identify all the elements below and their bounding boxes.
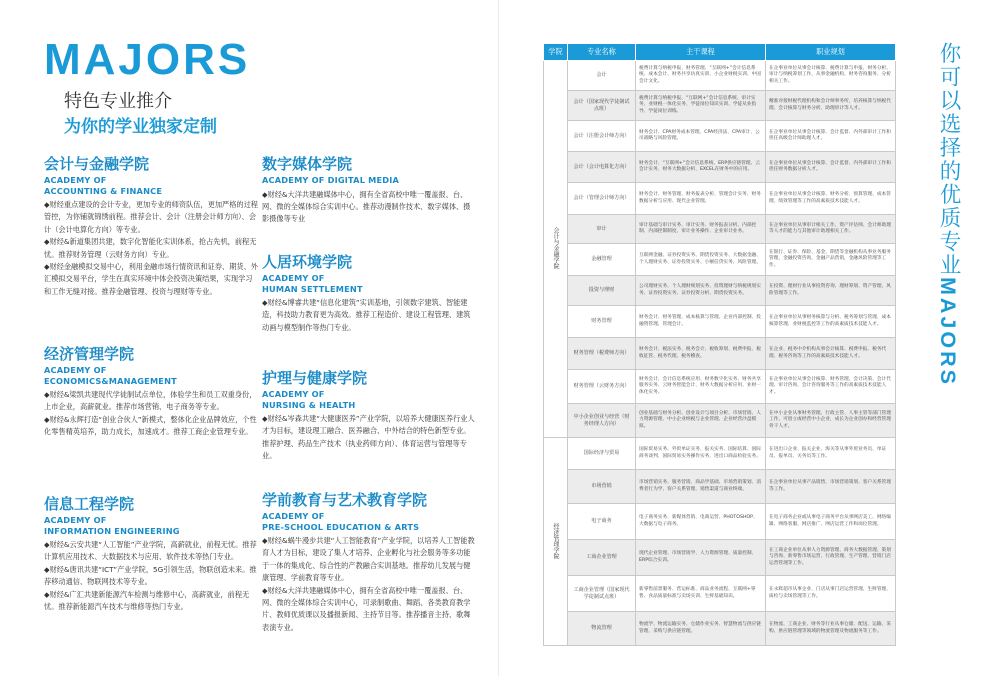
major-name: 电子商务: [568, 504, 636, 540]
career-cell: 在电子商务企业或从事电子商务平台从事网店美工、网络编辑、网络客服、网店推广、网店运营工作和岗位管理。: [766, 504, 896, 540]
courses-cell: 财务会计、财务管理、成本核算与管理、企业内部控制、投融资管理、管理会计。: [636, 306, 766, 338]
college-description: ◆财经&大洋共建融媒体中心，拥有全省高校中唯一覆盖报、台、网、微的全媒体综合实训中心。推荐动漫制作技术、数字媒体、摄影摄像等专业: [262, 189, 471, 224]
table-row: [544, 152, 896, 183]
major-name: 审计: [568, 215, 636, 244]
career-cell: 在工商企业单位从事人力资源管理、商务大数据管理、策划与咨询、新零售市场运营、行政管理、生产管理、营销门店运营管理等工作。: [766, 540, 896, 576]
table-row: [544, 215, 896, 244]
courses-cell: 现代企业管理、市场营销学、人力资源管理、质量控制、ERP综合实训。: [636, 540, 766, 576]
courses-cell: 财务会计、“互联网+”会计信息系统、ERP供应链管理、云会计实务、财务大数据分析、EXCEL在财务中的应用。: [636, 152, 766, 183]
courses-cell: 财务会计、税法实务、税务会计、税收筹划、税费申报、税收征管、税务代理、税务稽查。: [636, 338, 766, 370]
college-description: ◆财经&梁凯共建现代学徒制试点单位，体验学生和员工双重身份，上市企业，高薪就业。推荐市场营销、电子商务等专业。 ◆财经&永辉打造“创业合伙人”新模式，整体化企业品牌效应，个性化零售精英培养，助力成长，加速成才。推荐工商企业管理专业。: [44, 390, 257, 437]
header-college: 学院: [544, 44, 568, 61]
majors-title: MAJORS: [44, 35, 251, 84]
table-row: [544, 91, 896, 121]
college-en-name: ACADEMY OF PRE-SCHOOL EDUCATION & ARTS: [262, 511, 420, 532]
career-cell: 在银行、证券、保险、基金、期货等金融机构从事业务服务管理，金融投资咨询，金融产品营销，金融风险管理等工作。: [766, 244, 896, 276]
college-en-name: ACADEMY OF HUMAN SETTLEMENT: [262, 273, 363, 294]
major-name: 国际经济与贸易: [568, 438, 636, 470]
career-cell: 在中小企业从事财务管理、行政主管、人事主管等部门管理工作，可创立或经营中小企业，成长为企业创办和经营管理骨干人才。: [766, 404, 896, 438]
college-name: 数字媒体学院: [262, 155, 353, 173]
college-en-name: ACADEMY OF INFORMATION ENGINEERING: [44, 515, 180, 536]
page-tagline: 为你的学业独家定制: [64, 117, 217, 137]
side-slogan: 你可以选择的优质专业MAJORS: [936, 42, 961, 387]
college-name: 学前教育与艺术教育学院: [262, 491, 428, 509]
table-row: [544, 470, 896, 504]
table-row: [544, 540, 896, 576]
career-cell: 在企事业单位从事会计核算、财务分析、预算管理、成本管理、绩效管理等工作的高素质技术技能人才。: [766, 183, 896, 215]
courses-cell: 税费计算与纳税申报、财务管理、“互联网+”会计信息系统、成本会计、财务共享仿真实训、小企业财税实训、中国会计文化。: [636, 61, 766, 91]
major-name: 工商企业管理（国家现代学徒制试点班）: [568, 576, 636, 612]
table-row: [544, 276, 896, 306]
college-en-name: ACADEMY OF ACCOUNTING & FINANCE: [44, 175, 163, 196]
page-subtitle: 特色专业推介: [64, 91, 172, 112]
college-name: 信息工程学院: [44, 495, 135, 513]
courses-cell: 市场营销实务、服务营销、商品学基础、市场营销策划、消费者行为学、客户关系管理、销售渠道与商业终端。: [636, 470, 766, 504]
college-preschool-education-arts: [262, 492, 477, 634]
college-en-name: ACADEMY OF DIGITAL MEDIA: [262, 175, 400, 185]
right-page: [499, 0, 998, 676]
courses-cell: 新零售前景服务、营运标准、商品业务流程、互联网+零售、食品质量标准与卖场实训、生鲜基础知识。: [636, 576, 766, 612]
major-name: 工商企业管理: [568, 540, 636, 576]
major-name: 会计（会计电算化方向）: [568, 152, 636, 183]
courses-cell: 物流学、物流运输实务、仓储作业实务、智慧物流与供应链管理、采购与供应链管理。: [636, 612, 766, 646]
career-cell: 在企事业单位从事审计相关工作、资产评估师、会计师助理等人才的能力与其他审计助理相关工作。: [766, 215, 896, 244]
table-row: [544, 306, 896, 338]
career-cell: 在进出口企业、报关企业、海关等从事外贸业务员、单证员、报单员、关务员等工作。: [766, 438, 896, 470]
career-cell: 在企事业单位从事会计核算、会计监督、内外部审计工作和担任高级会计师助理人才。: [766, 121, 896, 152]
college-en-name: ACADEMY OF NURSING & HEALTH: [262, 389, 356, 410]
major-name: 中小企业创业与经营（财务经理人方向）: [568, 404, 636, 438]
major-name: 会计（注册会计师方向）: [568, 121, 636, 152]
major-name: 物流管理: [568, 612, 636, 646]
college-name: 会计与金融学院: [44, 155, 150, 173]
courses-cell: 税费计算与纳税申报、“互联网+”会计信息系统、审计实务、业财税一体化实务、学徒岗位知识实训、学徒从业指导、学徒岗位训练。: [636, 91, 766, 121]
header-courses: 主干课程: [636, 44, 766, 61]
table-row: [544, 121, 896, 152]
major-name: 投资与理财: [568, 276, 636, 306]
group-college-name: 会计与金融学院: [544, 61, 568, 438]
table-row: [544, 183, 896, 215]
table-row: [544, 244, 896, 276]
career-cell: 在投资、理财行业从事投资咨询、理财筹划、资产管理、风险管理等工作。: [766, 276, 896, 306]
major-name: 财务管理（云财务方向）: [568, 370, 636, 404]
major-name: 会计（管理会计师方向）: [568, 183, 636, 215]
career-cell: 在物流、工商企业、财务等行业从事仓储、配送、运输、采购、供应链管理等领域的物流管理及物流服务等工作。: [766, 612, 896, 646]
table-row: [544, 61, 896, 91]
courses-cell: 审计基础与审计实务、审计实务、财务报表分析、内部控制、内部控制制度、审计业务操作、企业审计业务。: [636, 215, 766, 244]
courses-cell: 公司理财实务、个人理财规划实务、投资理财与纳税规划实务、证券投资实务、证券投资分析、期货投资实务。: [636, 276, 766, 306]
college-description: ◆财经重点建设的会计专业，更加专业的师资队伍，更加严格的过程管控，为你铺就锦绣前程。推荐会计、会计（注册会计师方向）、会计（会计电算化方向）等专业。 ◆财经&新道集团共建，数字化智能化实训体系，抢占先机，前程无忧。推荐财务管理（云财务方向）专业。 ◆财经金融模拟交易中心，利用金融市场行情资讯和证券、期货、外汇模拟交易平台，学生在真实环境中体会投资决策结果，实现学习和工作无缝对接。推荐金融管理、投资与理财等专业。: [44, 200, 258, 296]
college-description: ◆财经&岑森共建“大健康医养”产业学院，以培养大健康医养行业人才为目标，建设理工融合、医养融合、中外结合的特色新型专业。推荐护理、药品生产技术（执业药师方向）、体育运营与管理等专业。: [262, 414, 475, 461]
college-description: ◆财经&云安共建“人工智能”产业学院，高薪就业，前程无忧。推荐计算机应用技术、大数据技术与应用、软件技术等热门专业。 ◆财经&唐讯共建“ICT”产业学院，5G引领生活，物联创造未来。推荐移动通信、物联网技术等专业。 ◆财经&广汇共建新能源汽车检测与维修中心，高薪就业，前程无忧。推荐新能源汽车技术与维修等热门专业。: [44, 540, 257, 612]
table-header-row: [544, 44, 896, 61]
college-accounting-finance: [44, 156, 259, 298]
career-cell: 在企事业单位从事财务核算与分析、税务筹划与管理、成本核算管理、业财税监控等工作的高素质技术技能人才。: [766, 306, 896, 338]
college-description: ◆财经&蜗牛漫步共建“人工智能教育”产业学院，以培养人工智能教育人才为目标，建设了集人才培养、企业孵化与社会服务等多功能于一体的集成化、综合性的产教融合实训基地。推荐幼儿发展与健康管理、学前教育等专业。 ◆财经&大洋共建融媒体中心，拥有全省高校中唯一覆盖报、台、网、微的全媒体综合实训中心，可录制歌曲、舞蹈、各类教育教学片、教师优质课以及播报新闻、主持节目等。推荐播音主持、歌舞表演专业。: [262, 536, 475, 632]
college-description: ◆财经&博睿共建“信息化建筑”实训基地，引领数字建筑、智能建造，科技助力教育更为高效。推荐工程造价、建设工程管理、建筑动画与模型制作等热门专业。: [262, 298, 471, 332]
career-cell: 精准对接财税代理机构和会计师事务所，培养核算与纳税代理、会计核算与财务分析、助理审计等人才。: [766, 91, 896, 121]
courses-cell: 国际贸易实务、外贸单证实务、报关实务、国际结算、国际商务谈判、国际贸易实务操作实务、进出口商品检验实务。: [636, 438, 766, 470]
courses-cell: 创业基础与财务分析、创业设计与项目分析、市场营销、人力资源管理、中小企业纳税与企业管理、企业经营沙盘模拟。: [636, 404, 766, 438]
college-economics-management: [44, 346, 259, 439]
college-name: 护理与健康学院: [262, 369, 368, 387]
table-row: [544, 612, 896, 646]
major-name: 财务管理: [568, 306, 636, 338]
table-row: [544, 576, 896, 612]
majors-table: [543, 43, 896, 646]
major-name: 会计（国家现代学徒制试点班）: [568, 91, 636, 121]
career-cell: 在企业、税务中介机构从事会计核算、税费申报、税务代理、税务咨询等工作的高素质技术技能人才。: [766, 338, 896, 370]
majors-table-area: [543, 43, 895, 646]
career-cell: 在企事业单位从事会计核算、会计监督、内外部审计工作和担任财务数据分析人才。: [766, 152, 896, 183]
table-row: [544, 338, 896, 370]
courses-cell: 财务会计、CPA财务成本管理、CPA经济法、CPA审计、公司战略与风险管理。: [636, 121, 766, 152]
courses-cell: 财务会计、财务管理、财务报表分析、管理会计实务、财务数据分析与应用、现代企业管理。: [636, 183, 766, 215]
college-human-settlement: [262, 254, 477, 334]
major-name: 市场营销: [568, 470, 636, 504]
courses-cell: 互联网金融、证券投资实务、期货投资实务、大数据金融、个人理财实务、证券投资实务、小额信贷实务、风险管理。: [636, 244, 766, 276]
major-name: 金融管理: [568, 244, 636, 276]
major-name: 会计: [568, 61, 636, 91]
table-row: [544, 504, 896, 540]
college-information-engineering: [44, 496, 259, 613]
career-cell: 在企事业单位从事会计核算、税费计算与申报、财务分析、审计与纳税筹划工作，从事金融机构、财务咨询服务、分析相关工作。: [766, 61, 896, 91]
career-cell: 在企事业单位从事会计核算、财务管理、会计决策、会计代理、审计咨询、会计咨询服务等工作的高素质技术技能人才。: [766, 370, 896, 404]
header-major: 专业名称: [568, 44, 636, 61]
college-name: 经济管理学院: [44, 345, 135, 363]
career-cell: 在企事业单位从事产品销售、市场营销策划、客户关系管理等工作。: [766, 470, 896, 504]
table-row: [544, 404, 896, 438]
table-row: [544, 438, 896, 470]
college-name: 人居环境学院: [262, 253, 353, 271]
group-college-name: 经济管理学院: [544, 438, 568, 646]
college-digital-media: [262, 156, 477, 226]
college-en-name: ACADEMY OF ECONOMICS&MANAGEMENT: [44, 365, 177, 386]
major-name: 财务管理（税费师方向）: [568, 338, 636, 370]
table-row: [544, 370, 896, 404]
courses-cell: 财务会计、会计信息系统应用、财务数字化实务、财务共享服务实务、云财务智能会计、财务大数据分析应用、业财一体化实务。: [636, 370, 766, 404]
header-career: 职业规划: [766, 44, 896, 61]
career-cell: 在永辉超市从事企业、门店从事门店运营管理、生鲜管理、质检与卖场管理等工作。: [766, 576, 896, 612]
courses-cell: 电子商务实务、新媒体营销、电商运营、PHOTOSHOP、大数据与电子商务。: [636, 504, 766, 540]
college-nursing-health: [262, 370, 477, 463]
